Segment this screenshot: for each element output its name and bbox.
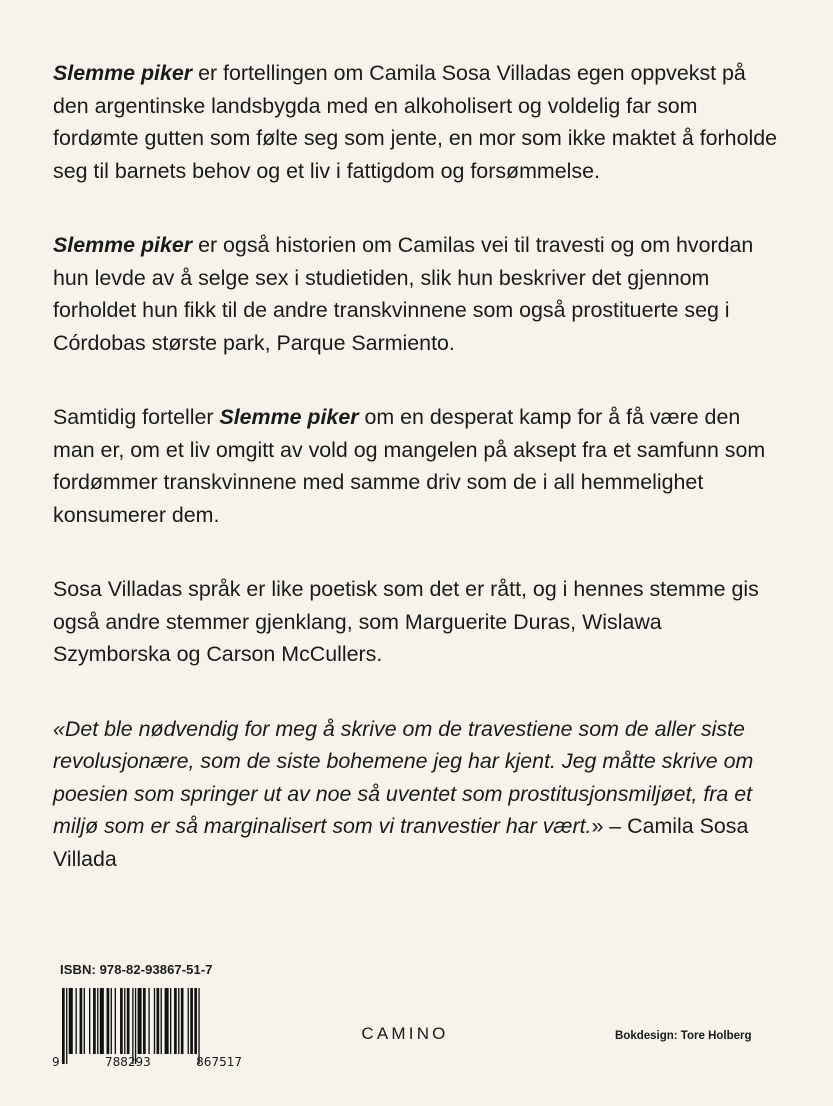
paragraph-text: Sosa Villadas språk er like poetisk som det er rått, og i hennes stemme gis også andre stemmer gjenklang, som Marguerite Duras, Wislawa Szymborska og Carson McCullers. bbox=[53, 577, 759, 666]
paragraph-text: Samtidig forteller bbox=[53, 405, 220, 429]
quote-attribution: » – Camila Sosa Villada bbox=[53, 814, 749, 871]
barcode-digits bbox=[52, 1055, 242, 1069]
publisher-logo: CAMINO bbox=[361, 1024, 449, 1043]
paragraph-text: om en desperat kamp for å få være den man er, om et liv omgitt av vold og mangelen på aksept fra et samfunn som fordømmer transkvinnene med samme driv som de i all hemmelighet konsumerer dem. bbox=[53, 405, 766, 527]
book-title-emphasis: Slemme piker bbox=[53, 61, 193, 85]
isbn-label: ISBN: 978-82-93867-51-7 bbox=[60, 962, 213, 977]
book-title-emphasis: Slemme piker bbox=[53, 233, 193, 257]
paragraph-text: er fortellingen om Camila Sosa Villadas egen oppvekst på den argentinske landsbygda med en alkoholisert og voldelig far som fordømte gutten som følte seg som jente, en mor som ikke maktet å forholde seg til barnets behov og et liv i fattigdom og forsømmelse. bbox=[53, 61, 778, 183]
barcode-first-digit: 9 bbox=[52, 1055, 60, 1069]
paragraph-text: er også historien om Camilas vei til travesti og om hvordan hun levde av å selge sex i studietiden, slik hun beskriver det gjennom forholdet hun fikk til de andre transkvinnene som også prostituerte seg i Córdobas største park, Parque Sarmiento. bbox=[53, 233, 754, 355]
paragraph-1 bbox=[53, 57, 783, 187]
barcode-digits-left: 788293 bbox=[105, 1055, 151, 1069]
barcode-digits-right: 867517 bbox=[196, 1055, 242, 1069]
paragraph-4 bbox=[53, 573, 783, 671]
book-title-emphasis: Slemme piker bbox=[219, 405, 359, 429]
design-credit: Bokdesign: Tore Holberg bbox=[615, 1030, 752, 1042]
paragraph-3 bbox=[53, 401, 783, 531]
paragraph-2 bbox=[53, 229, 783, 359]
back-cover-text bbox=[53, 57, 783, 875]
quote-text: «Det ble nødvendig for meg å skrive om de travestiene som de aller siste revolusjonære, som de siste bohemene jeg har kjent. Jeg måtte skrive om poesien som springer ut av noe så uventet som prostitusjonsmiljøet, fra et miljø som er så marginalisert som vi tranvestier har vært. bbox=[53, 716, 754, 838]
author-quote bbox=[53, 713, 783, 876]
